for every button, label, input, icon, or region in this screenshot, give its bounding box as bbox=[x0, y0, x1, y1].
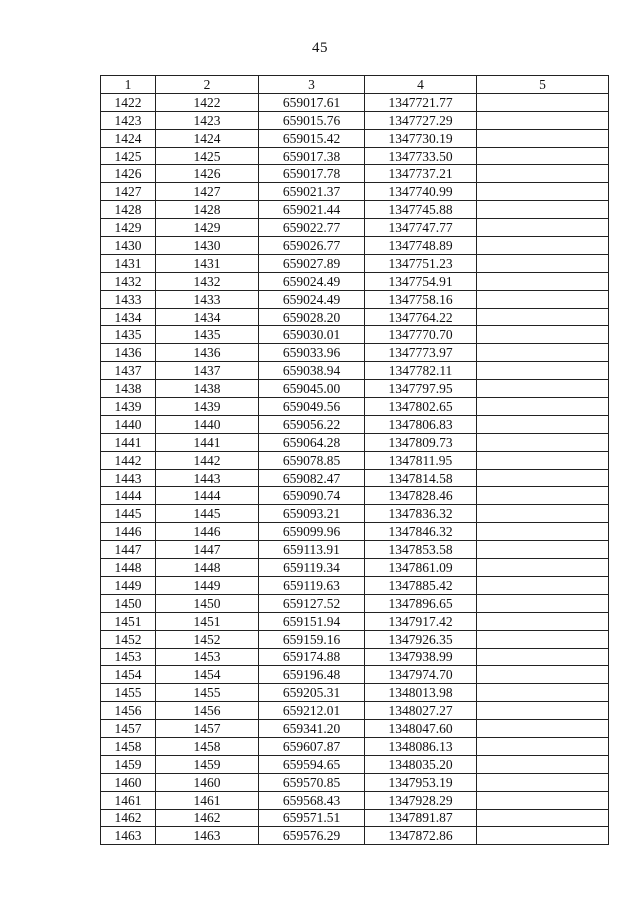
point-id-cell: 1450 bbox=[156, 594, 259, 612]
note-cell bbox=[477, 147, 609, 165]
column-header-3: 3 bbox=[259, 76, 365, 94]
table-body bbox=[101, 93, 609, 844]
note-cell bbox=[477, 93, 609, 111]
y-coordinate-cell: 1347917.42 bbox=[365, 612, 477, 630]
note-cell bbox=[477, 541, 609, 559]
y-coordinate-cell: 1347809.73 bbox=[365, 433, 477, 451]
point-number-cell: 1455 bbox=[101, 684, 156, 702]
note-cell bbox=[477, 791, 609, 809]
x-coordinate-cell: 659594.65 bbox=[259, 755, 365, 773]
table-row bbox=[101, 147, 609, 165]
point-id-cell: 1439 bbox=[156, 398, 259, 416]
y-coordinate-cell: 1347836.32 bbox=[365, 505, 477, 523]
point-number-cell: 1429 bbox=[101, 219, 156, 237]
x-coordinate-cell: 659090.74 bbox=[259, 487, 365, 505]
point-number-cell: 1454 bbox=[101, 666, 156, 684]
note-cell bbox=[477, 630, 609, 648]
point-id-cell: 1445 bbox=[156, 505, 259, 523]
point-id-cell: 1436 bbox=[156, 344, 259, 362]
x-coordinate-cell: 659113.91 bbox=[259, 541, 365, 559]
point-number-cell: 1452 bbox=[101, 630, 156, 648]
table-row bbox=[101, 612, 609, 630]
point-number-cell: 1460 bbox=[101, 773, 156, 791]
point-id-cell: 1461 bbox=[156, 791, 259, 809]
x-coordinate-cell: 659119.34 bbox=[259, 559, 365, 577]
point-number-cell: 1446 bbox=[101, 523, 156, 541]
x-coordinate-cell: 659159.16 bbox=[259, 630, 365, 648]
table-header-row bbox=[101, 76, 609, 94]
point-number-cell: 1428 bbox=[101, 201, 156, 219]
x-coordinate-cell: 659093.21 bbox=[259, 505, 365, 523]
point-id-cell: 1451 bbox=[156, 612, 259, 630]
point-id-cell: 1435 bbox=[156, 326, 259, 344]
column-header-4: 4 bbox=[365, 76, 477, 94]
note-cell bbox=[477, 201, 609, 219]
note-cell bbox=[477, 451, 609, 469]
x-coordinate-cell: 659568.43 bbox=[259, 791, 365, 809]
point-id-cell: 1448 bbox=[156, 559, 259, 577]
column-header-1: 1 bbox=[101, 76, 156, 94]
table-row bbox=[101, 737, 609, 755]
column-header-2: 2 bbox=[156, 76, 259, 94]
y-coordinate-cell: 1347811.95 bbox=[365, 451, 477, 469]
point-id-cell: 1453 bbox=[156, 648, 259, 666]
point-number-cell: 1461 bbox=[101, 791, 156, 809]
point-id-cell: 1430 bbox=[156, 237, 259, 255]
point-id-cell: 1463 bbox=[156, 827, 259, 845]
y-coordinate-cell: 1347748.89 bbox=[365, 237, 477, 255]
point-id-cell: 1457 bbox=[156, 720, 259, 738]
y-coordinate-cell: 1347872.86 bbox=[365, 827, 477, 845]
note-cell bbox=[477, 737, 609, 755]
point-id-cell: 1429 bbox=[156, 219, 259, 237]
y-coordinate-cell: 1347721.77 bbox=[365, 93, 477, 111]
y-coordinate-cell: 1347758.16 bbox=[365, 290, 477, 308]
point-id-cell: 1456 bbox=[156, 702, 259, 720]
table-row bbox=[101, 487, 609, 505]
x-coordinate-cell: 659022.77 bbox=[259, 219, 365, 237]
note-cell bbox=[477, 165, 609, 183]
table-row bbox=[101, 505, 609, 523]
point-number-cell: 1448 bbox=[101, 559, 156, 577]
x-coordinate-cell: 659119.63 bbox=[259, 576, 365, 594]
point-number-cell: 1441 bbox=[101, 433, 156, 451]
point-number-cell: 1450 bbox=[101, 594, 156, 612]
x-coordinate-cell: 659571.51 bbox=[259, 809, 365, 827]
x-coordinate-cell: 659024.49 bbox=[259, 272, 365, 290]
point-number-cell: 1440 bbox=[101, 415, 156, 433]
table-row bbox=[101, 308, 609, 326]
y-coordinate-cell: 1347745.88 bbox=[365, 201, 477, 219]
y-coordinate-cell: 1347727.29 bbox=[365, 111, 477, 129]
point-number-cell: 1442 bbox=[101, 451, 156, 469]
table-row bbox=[101, 290, 609, 308]
table-row bbox=[101, 451, 609, 469]
table-row bbox=[101, 237, 609, 255]
note-cell bbox=[477, 326, 609, 344]
table-row bbox=[101, 541, 609, 559]
point-id-cell: 1431 bbox=[156, 254, 259, 272]
x-coordinate-cell: 659015.76 bbox=[259, 111, 365, 129]
x-coordinate-cell: 659064.28 bbox=[259, 433, 365, 451]
y-coordinate-cell: 1347953.19 bbox=[365, 773, 477, 791]
x-coordinate-cell: 659056.22 bbox=[259, 415, 365, 433]
table-row bbox=[101, 666, 609, 684]
table-row bbox=[101, 93, 609, 111]
y-coordinate-cell: 1347737.21 bbox=[365, 165, 477, 183]
note-cell bbox=[477, 594, 609, 612]
note-cell bbox=[477, 237, 609, 255]
note-cell bbox=[477, 684, 609, 702]
y-coordinate-cell: 1347733.50 bbox=[365, 147, 477, 165]
x-coordinate-cell: 659017.78 bbox=[259, 165, 365, 183]
x-coordinate-cell: 659607.87 bbox=[259, 737, 365, 755]
point-number-cell: 1462 bbox=[101, 809, 156, 827]
table-row bbox=[101, 827, 609, 845]
table-row bbox=[101, 648, 609, 666]
table-row bbox=[101, 773, 609, 791]
note-cell bbox=[477, 487, 609, 505]
y-coordinate-cell: 1348086.13 bbox=[365, 737, 477, 755]
point-number-cell: 1422 bbox=[101, 93, 156, 111]
table-row bbox=[101, 272, 609, 290]
note-cell bbox=[477, 272, 609, 290]
x-coordinate-cell: 659045.00 bbox=[259, 380, 365, 398]
note-cell bbox=[477, 290, 609, 308]
note-cell bbox=[477, 559, 609, 577]
point-number-cell: 1463 bbox=[101, 827, 156, 845]
point-number-cell: 1438 bbox=[101, 380, 156, 398]
table-row bbox=[101, 523, 609, 541]
x-coordinate-cell: 659017.38 bbox=[259, 147, 365, 165]
table-row bbox=[101, 398, 609, 416]
table-row bbox=[101, 219, 609, 237]
point-number-cell: 1444 bbox=[101, 487, 156, 505]
point-id-cell: 1441 bbox=[156, 433, 259, 451]
note-cell bbox=[477, 344, 609, 362]
note-cell bbox=[477, 308, 609, 326]
x-coordinate-cell: 659576.29 bbox=[259, 827, 365, 845]
y-coordinate-cell: 1348027.27 bbox=[365, 702, 477, 720]
point-id-cell: 1443 bbox=[156, 469, 259, 487]
x-coordinate-cell: 659038.94 bbox=[259, 362, 365, 380]
point-number-cell: 1453 bbox=[101, 648, 156, 666]
note-cell bbox=[477, 415, 609, 433]
table-row bbox=[101, 380, 609, 398]
point-number-cell: 1430 bbox=[101, 237, 156, 255]
table-row bbox=[101, 344, 609, 362]
x-coordinate-cell: 659024.49 bbox=[259, 290, 365, 308]
y-coordinate-cell: 1347828.46 bbox=[365, 487, 477, 505]
table-row bbox=[101, 201, 609, 219]
y-coordinate-cell: 1347928.29 bbox=[365, 791, 477, 809]
y-coordinate-cell: 1347764.22 bbox=[365, 308, 477, 326]
y-coordinate-cell: 1347782.11 bbox=[365, 362, 477, 380]
point-id-cell: 1459 bbox=[156, 755, 259, 773]
y-coordinate-cell: 1347938.99 bbox=[365, 648, 477, 666]
coordinates-table bbox=[100, 75, 609, 845]
x-coordinate-cell: 659033.96 bbox=[259, 344, 365, 362]
point-number-cell: 1436 bbox=[101, 344, 156, 362]
point-number-cell: 1423 bbox=[101, 111, 156, 129]
y-coordinate-cell: 1347814.58 bbox=[365, 469, 477, 487]
table-row bbox=[101, 326, 609, 344]
point-id-cell: 1434 bbox=[156, 308, 259, 326]
page-number: 45 bbox=[312, 40, 328, 56]
point-number-cell: 1424 bbox=[101, 129, 156, 147]
table-row bbox=[101, 183, 609, 201]
point-number-cell: 1439 bbox=[101, 398, 156, 416]
point-number-cell: 1456 bbox=[101, 702, 156, 720]
y-coordinate-cell: 1347754.91 bbox=[365, 272, 477, 290]
x-coordinate-cell: 659026.77 bbox=[259, 237, 365, 255]
point-id-cell: 1424 bbox=[156, 129, 259, 147]
point-number-cell: 1432 bbox=[101, 272, 156, 290]
point-id-cell: 1462 bbox=[156, 809, 259, 827]
x-coordinate-cell: 659049.56 bbox=[259, 398, 365, 416]
note-cell bbox=[477, 755, 609, 773]
note-cell bbox=[477, 183, 609, 201]
y-coordinate-cell: 1347806.83 bbox=[365, 415, 477, 433]
note-cell bbox=[477, 720, 609, 738]
point-number-cell: 1451 bbox=[101, 612, 156, 630]
point-number-cell: 1434 bbox=[101, 308, 156, 326]
y-coordinate-cell: 1347751.23 bbox=[365, 254, 477, 272]
point-number-cell: 1427 bbox=[101, 183, 156, 201]
point-id-cell: 1423 bbox=[156, 111, 259, 129]
table-row bbox=[101, 755, 609, 773]
point-id-cell: 1444 bbox=[156, 487, 259, 505]
y-coordinate-cell: 1347885.42 bbox=[365, 576, 477, 594]
table-row bbox=[101, 720, 609, 738]
point-number-cell: 1426 bbox=[101, 165, 156, 183]
point-id-cell: 1422 bbox=[156, 93, 259, 111]
note-cell bbox=[477, 362, 609, 380]
point-id-cell: 1458 bbox=[156, 737, 259, 755]
point-id-cell: 1454 bbox=[156, 666, 259, 684]
note-cell bbox=[477, 469, 609, 487]
y-coordinate-cell: 1347747.77 bbox=[365, 219, 477, 237]
y-coordinate-cell: 1347891.87 bbox=[365, 809, 477, 827]
point-id-cell: 1437 bbox=[156, 362, 259, 380]
x-coordinate-cell: 659205.31 bbox=[259, 684, 365, 702]
point-number-cell: 1443 bbox=[101, 469, 156, 487]
x-coordinate-cell: 659027.89 bbox=[259, 254, 365, 272]
table-row bbox=[101, 362, 609, 380]
y-coordinate-cell: 1347770.70 bbox=[365, 326, 477, 344]
table-row bbox=[101, 254, 609, 272]
note-cell bbox=[477, 433, 609, 451]
y-coordinate-cell: 1348013.98 bbox=[365, 684, 477, 702]
point-id-cell: 1427 bbox=[156, 183, 259, 201]
x-coordinate-cell: 659015.42 bbox=[259, 129, 365, 147]
note-cell bbox=[477, 773, 609, 791]
y-coordinate-cell: 1348047.60 bbox=[365, 720, 477, 738]
y-coordinate-cell: 1347853.58 bbox=[365, 541, 477, 559]
y-coordinate-cell: 1347861.09 bbox=[365, 559, 477, 577]
point-number-cell: 1431 bbox=[101, 254, 156, 272]
x-coordinate-cell: 659151.94 bbox=[259, 612, 365, 630]
point-id-cell: 1446 bbox=[156, 523, 259, 541]
point-id-cell: 1449 bbox=[156, 576, 259, 594]
note-cell bbox=[477, 254, 609, 272]
point-id-cell: 1433 bbox=[156, 290, 259, 308]
table-row bbox=[101, 594, 609, 612]
note-cell bbox=[477, 666, 609, 684]
table-row bbox=[101, 129, 609, 147]
table-row bbox=[101, 433, 609, 451]
note-cell bbox=[477, 380, 609, 398]
y-coordinate-cell: 1347797.95 bbox=[365, 380, 477, 398]
point-number-cell: 1425 bbox=[101, 147, 156, 165]
point-number-cell: 1445 bbox=[101, 505, 156, 523]
table-row bbox=[101, 791, 609, 809]
x-coordinate-cell: 659082.47 bbox=[259, 469, 365, 487]
note-cell bbox=[477, 648, 609, 666]
table-row bbox=[101, 559, 609, 577]
x-coordinate-cell: 659030.01 bbox=[259, 326, 365, 344]
y-coordinate-cell: 1347730.19 bbox=[365, 129, 477, 147]
y-coordinate-cell: 1347896.65 bbox=[365, 594, 477, 612]
point-id-cell: 1460 bbox=[156, 773, 259, 791]
point-number-cell: 1437 bbox=[101, 362, 156, 380]
table-row bbox=[101, 702, 609, 720]
x-coordinate-cell: 659127.52 bbox=[259, 594, 365, 612]
x-coordinate-cell: 659196.48 bbox=[259, 666, 365, 684]
note-cell bbox=[477, 398, 609, 416]
table-row bbox=[101, 576, 609, 594]
point-id-cell: 1432 bbox=[156, 272, 259, 290]
table-row bbox=[101, 165, 609, 183]
point-number-cell: 1458 bbox=[101, 737, 156, 755]
note-cell bbox=[477, 576, 609, 594]
point-id-cell: 1440 bbox=[156, 415, 259, 433]
point-id-cell: 1426 bbox=[156, 165, 259, 183]
point-number-cell: 1457 bbox=[101, 720, 156, 738]
x-coordinate-cell: 659021.44 bbox=[259, 201, 365, 219]
note-cell bbox=[477, 702, 609, 720]
y-coordinate-cell: 1348035.20 bbox=[365, 755, 477, 773]
y-coordinate-cell: 1347974.70 bbox=[365, 666, 477, 684]
note-cell bbox=[477, 809, 609, 827]
point-id-cell: 1425 bbox=[156, 147, 259, 165]
point-id-cell: 1438 bbox=[156, 380, 259, 398]
point-id-cell: 1455 bbox=[156, 684, 259, 702]
y-coordinate-cell: 1347846.32 bbox=[365, 523, 477, 541]
point-id-cell: 1447 bbox=[156, 541, 259, 559]
note-cell bbox=[477, 827, 609, 845]
column-header-5: 5 bbox=[477, 76, 609, 94]
y-coordinate-cell: 1347926.35 bbox=[365, 630, 477, 648]
x-coordinate-cell: 659174.88 bbox=[259, 648, 365, 666]
x-coordinate-cell: 659341.20 bbox=[259, 720, 365, 738]
point-id-cell: 1452 bbox=[156, 630, 259, 648]
table-row bbox=[101, 630, 609, 648]
y-coordinate-cell: 1347740.99 bbox=[365, 183, 477, 201]
table-row bbox=[101, 415, 609, 433]
note-cell bbox=[477, 111, 609, 129]
point-number-cell: 1447 bbox=[101, 541, 156, 559]
point-number-cell: 1459 bbox=[101, 755, 156, 773]
point-id-cell: 1442 bbox=[156, 451, 259, 469]
note-cell bbox=[477, 612, 609, 630]
point-number-cell: 1449 bbox=[101, 576, 156, 594]
x-coordinate-cell: 659570.85 bbox=[259, 773, 365, 791]
x-coordinate-cell: 659021.37 bbox=[259, 183, 365, 201]
table-row bbox=[101, 809, 609, 827]
note-cell bbox=[477, 523, 609, 541]
x-coordinate-cell: 659028.20 bbox=[259, 308, 365, 326]
note-cell bbox=[477, 505, 609, 523]
y-coordinate-cell: 1347802.65 bbox=[365, 398, 477, 416]
point-number-cell: 1433 bbox=[101, 290, 156, 308]
point-id-cell: 1428 bbox=[156, 201, 259, 219]
note-cell bbox=[477, 219, 609, 237]
x-coordinate-cell: 659099.96 bbox=[259, 523, 365, 541]
x-coordinate-cell: 659017.61 bbox=[259, 93, 365, 111]
point-number-cell: 1435 bbox=[101, 326, 156, 344]
table-row bbox=[101, 469, 609, 487]
y-coordinate-cell: 1347773.97 bbox=[365, 344, 477, 362]
note-cell bbox=[477, 129, 609, 147]
table-row bbox=[101, 684, 609, 702]
x-coordinate-cell: 659212.01 bbox=[259, 702, 365, 720]
x-coordinate-cell: 659078.85 bbox=[259, 451, 365, 469]
table-row bbox=[101, 111, 609, 129]
